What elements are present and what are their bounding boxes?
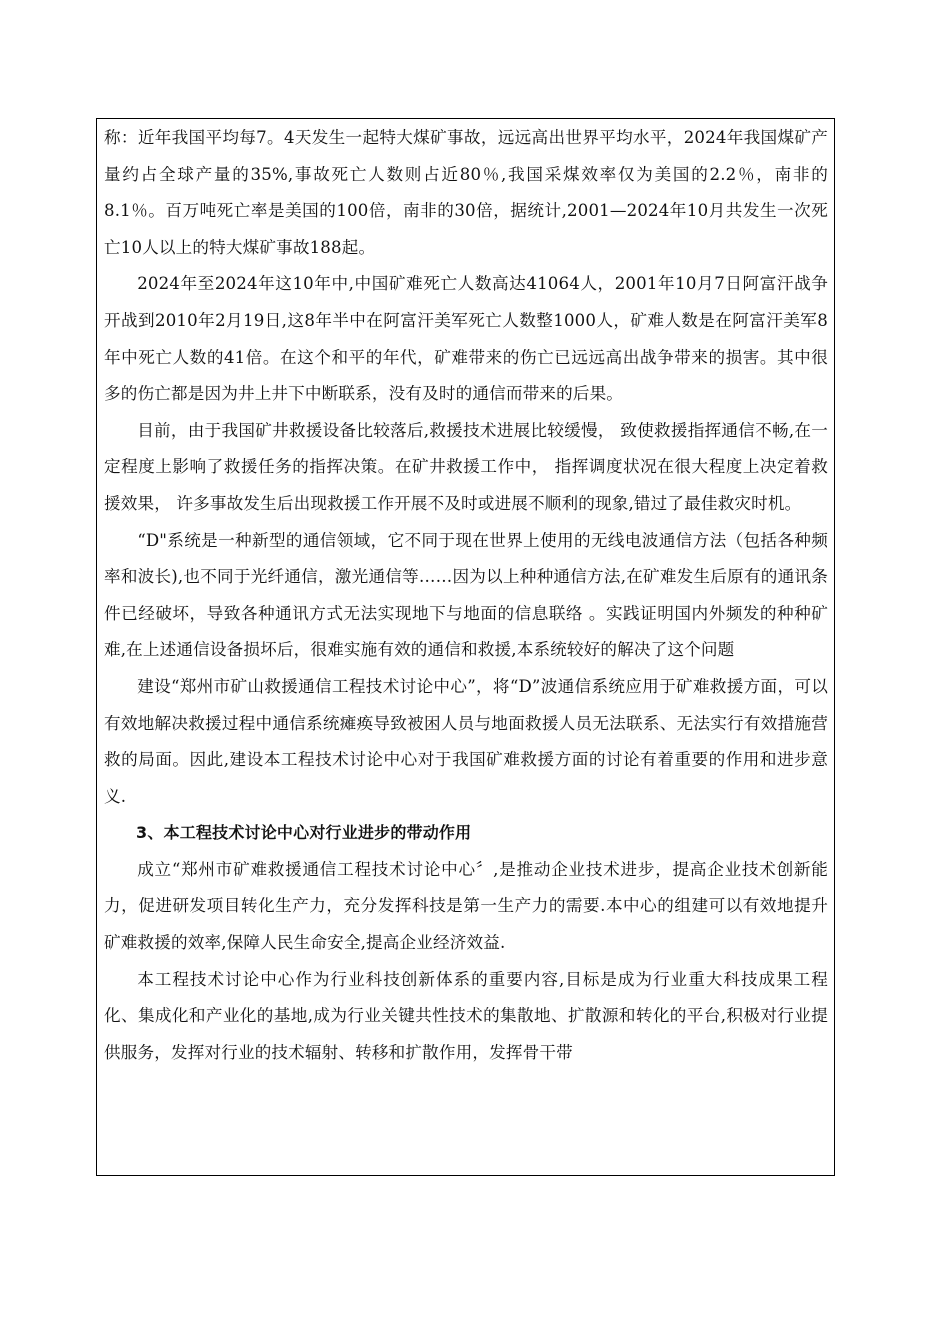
paragraph-d-system: “D"系统是一种新型的通信领域，它不同于现在世界上使用的无线电波通信方法（包括各种频率和波长),也不同于光纤通信，激光通信等……因为以上种种通信方法,在矿难发生后原有的通讯条件已经破坏，导致各种通讯方式无法实现地下与地面的信息联络 。实践证明国内外频发的种种矿难,在上述通信设备损坏后，很难实施有效的通信和救援,本系统较好的解决了这个问题 (104, 530, 828, 660)
paragraph-center-construction: 建设“郑州市矿山救援通信工程技术讨论中心”，将“D”波通信系统应用于矿难救援方面，可以有效地解决救援过程中通信系统瘫痪导致被困人员与地面救援人员无法联系、无法实行有效措施营救的局面。因此,建设本工程技术讨论中心对于我国矿难救援方面的讨论有着重要的作用和进步意义. (104, 676, 828, 806)
paragraph-death-toll-comparison: 2024年至2024年这10年中,中国矿难死亡人数高达41064人，2001年10月7日阿富汗战争开战到2010年2月19日,这8年半中在阿富汗美军死亡人数整1000人，矿难人数是在阿富汗美军8年中死亡人数的41倍。在这个和平的年代，矿难带来的伤亡已远远高出战争带来的损害。其中很多的伤亡都是因为井上井下中断联系，没有及时的通信而带来的后果。 (104, 274, 828, 404)
paragraph-industry-role: 本工程技术讨论中心作为行业科技创新体系的重要内容,目标是成为行业重大科技成果工程化、集成化和产业化的基地,成为行业关键共性技术的集散地、扩散源和转化的平台,积极对行业提供服务，发挥对行业的技术辐射、转移和扩散作用，发挥骨干带 (104, 969, 828, 1062)
document-body (104, 120, 828, 1071)
paragraph-rescue-equipment: 目前，由于我国矿井救援设备比较落后,救援技术进展比较缓慢， 致使救援指挥通信不畅,在一定程度上影响了救援任务的指挥决策。在矿井救援工作中， 指挥调度状况在很大程度上决定着救援效果， 许多事故发生后出现救援工作开展不及时或进展不顺利的现象,错过了最佳救灾时机。 (104, 420, 828, 513)
section-heading: 3、本工程技术讨论中心对行业进步的带动作用 (136, 823, 472, 843)
paragraph-center-establishment: 成立“郑州市矿难救援通信工程技术讨论中心〞,是推动企业技术进步，提高企业技术创新能力，促进研发项目转化生产力，充分发挥科技是第一生产力的需要.本中心的组建可以有效地提升矿难救援的效率,保障人民生命安全,提高企业经济效益. (104, 859, 828, 953)
paragraph-statistics-continued: 称：近年我国平均每7。4天发生一起特大煤矿事故，远远高出世界平均水平，2024年我国煤矿产量约占全球产量的35%,事故死亡人数则占近80％,我国采煤效率仅为美国的2.2％，南非的8.1％。百万吨死亡率是美国的100倍，南非的30倍，据统计,2001—2024年10月共发生一次死亡10人以上的特大煤矿事故188起。 (104, 128, 828, 257)
